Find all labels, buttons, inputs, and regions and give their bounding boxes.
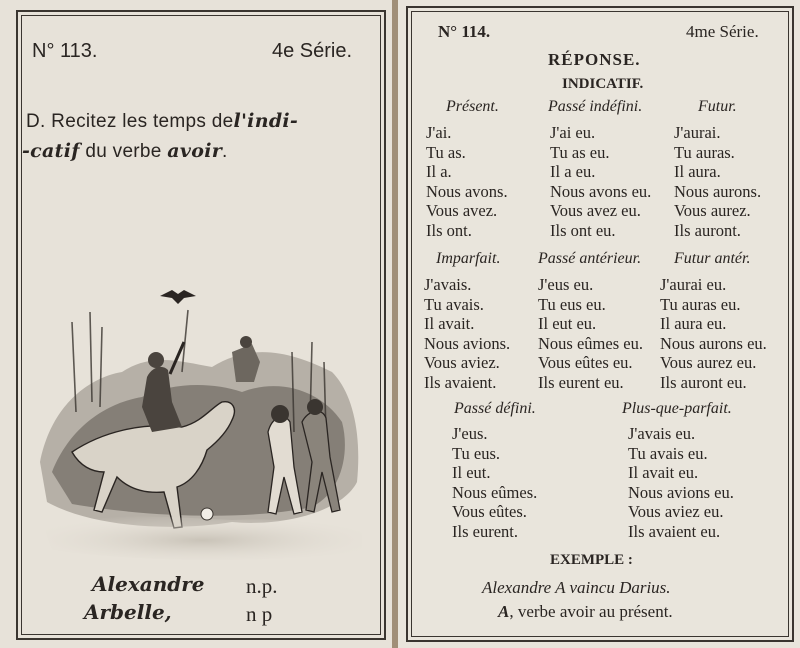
list-item: Tu eus eu. bbox=[538, 294, 606, 314]
left-card bbox=[0, 0, 392, 648]
futur-column bbox=[674, 123, 761, 241]
list-item: Il a. bbox=[426, 162, 452, 182]
question-word-indicatif-1: l'indi- bbox=[233, 110, 299, 132]
list-item: J'eus eu. bbox=[538, 275, 594, 294]
example-heading: EXEMPLE : bbox=[550, 552, 633, 568]
question-line-2 bbox=[22, 140, 228, 163]
list-item: Nous eûmes eu. bbox=[538, 333, 643, 353]
list-item: Il eut eu. bbox=[538, 314, 597, 334]
list-item: J'ai eu. bbox=[550, 123, 596, 142]
list-item: Ils avaient eu. bbox=[628, 521, 721, 541]
list-item: Il avait. bbox=[424, 314, 475, 334]
imparfait-column bbox=[424, 275, 510, 393]
example-sentence: Alexandre A vaincu Darius. bbox=[482, 578, 671, 597]
right-card-series: 4me Série. bbox=[686, 22, 759, 41]
list-item: Vous eûtes. bbox=[452, 502, 527, 522]
header-passe-anterieur: Passé antérieur. bbox=[538, 250, 642, 267]
right-card-number: N° 114. bbox=[438, 22, 491, 41]
caption-abbr-1: n.p. bbox=[246, 574, 278, 598]
battle-illustration bbox=[32, 282, 372, 572]
caption-name-2: Arbelle, bbox=[84, 600, 172, 624]
list-item: Vous aviez. bbox=[424, 353, 500, 373]
list-item: Ils auront eu. bbox=[660, 372, 747, 392]
list-item: Tu as. bbox=[426, 142, 466, 162]
list-item: Il aura. bbox=[674, 162, 721, 182]
passe-defini-column bbox=[452, 424, 537, 542]
header-passe-indefini: Passé indéfini. bbox=[548, 98, 643, 115]
header-plus-que-parfait: Plus-que-parfait. bbox=[622, 400, 732, 417]
left-card-number: N° 113. bbox=[32, 40, 98, 62]
left-card-series: 4e Série. bbox=[272, 40, 353, 62]
question-prefix: D. Recitez les temps de bbox=[26, 111, 234, 132]
list-item: Tu eus. bbox=[452, 443, 500, 463]
list-item: Vous aviez eu. bbox=[628, 502, 724, 522]
passe-indefini-column bbox=[550, 123, 651, 241]
caption-name-1: Alexandre bbox=[92, 572, 205, 596]
list-item: Nous aurons eu. bbox=[660, 333, 767, 353]
list-item: J'avais. bbox=[424, 275, 472, 294]
list-item: Il eut. bbox=[452, 463, 491, 483]
list-item: Vous aurez. bbox=[674, 201, 751, 221]
header-passe-defini: Passé défini. bbox=[454, 400, 536, 417]
list-item: Ils eurent eu. bbox=[538, 372, 624, 392]
response-title: RÉPONSE. bbox=[548, 50, 641, 69]
plus-que-parfait-column bbox=[628, 424, 734, 542]
right-card bbox=[398, 0, 800, 648]
list-item: Nous eûmes. bbox=[452, 482, 538, 502]
example-note-letter: A bbox=[498, 602, 510, 621]
list-item: Tu auras eu. bbox=[660, 294, 741, 314]
list-item: Il aura eu. bbox=[660, 314, 727, 334]
header-futur: Futur. bbox=[698, 98, 737, 115]
list-item: J'ai. bbox=[426, 123, 452, 142]
passe-anterieur-column bbox=[538, 275, 643, 393]
list-item: Tu as eu. bbox=[550, 142, 610, 162]
question-end: . bbox=[222, 141, 228, 162]
list-item: Ils ont eu. bbox=[550, 220, 616, 240]
list-item: Vous eûtes eu. bbox=[538, 353, 633, 373]
list-item: Ils avaient. bbox=[424, 372, 497, 392]
list-item: Ils eurent. bbox=[452, 521, 518, 541]
list-item: Vous avez. bbox=[426, 201, 498, 221]
list-item: J'avais eu. bbox=[628, 424, 696, 443]
futur-anterieur-column bbox=[660, 275, 767, 393]
mood-heading: INDICATIF. bbox=[562, 76, 644, 92]
list-item: Vous aurez eu. bbox=[660, 353, 757, 373]
eagle-icon bbox=[160, 290, 196, 304]
list-item: J'aurai. bbox=[674, 123, 721, 142]
question-word-indicatif-2: -catif bbox=[22, 140, 80, 162]
header-imparfait: Imparfait. bbox=[436, 250, 501, 267]
list-item: Nous avons. bbox=[426, 181, 508, 201]
list-item: Nous avons eu. bbox=[550, 181, 652, 201]
list-item: Tu avais eu. bbox=[628, 443, 708, 463]
list-item: J'eus. bbox=[452, 424, 488, 443]
list-item: Nous aurons. bbox=[674, 181, 762, 201]
header-futur-anterieur: Futur antér. bbox=[674, 250, 751, 267]
header-present: Présent. bbox=[446, 98, 499, 115]
caption-abbr-2: n p bbox=[246, 602, 273, 626]
list-item: Ils ont. bbox=[426, 220, 472, 240]
list-item: Tu auras. bbox=[674, 142, 735, 162]
example-note bbox=[498, 602, 673, 622]
list-item: Il avait eu. bbox=[628, 463, 699, 483]
list-item: Vous avez eu. bbox=[550, 201, 641, 221]
list-item: Nous avions eu. bbox=[628, 482, 734, 502]
list-item: J'aurai eu. bbox=[660, 275, 727, 294]
example-note-text: , verbe avoir au présent. bbox=[509, 602, 673, 621]
question-line-1 bbox=[26, 110, 298, 133]
list-item: Tu avais. bbox=[424, 294, 484, 314]
question-middle: du verbe bbox=[85, 141, 162, 162]
question-word-avoir: avoir bbox=[167, 140, 223, 162]
present-column bbox=[426, 123, 508, 241]
list-item: Il a eu. bbox=[550, 162, 596, 182]
list-item: Nous avions. bbox=[424, 333, 511, 353]
list-item: Ils auront. bbox=[674, 220, 741, 240]
